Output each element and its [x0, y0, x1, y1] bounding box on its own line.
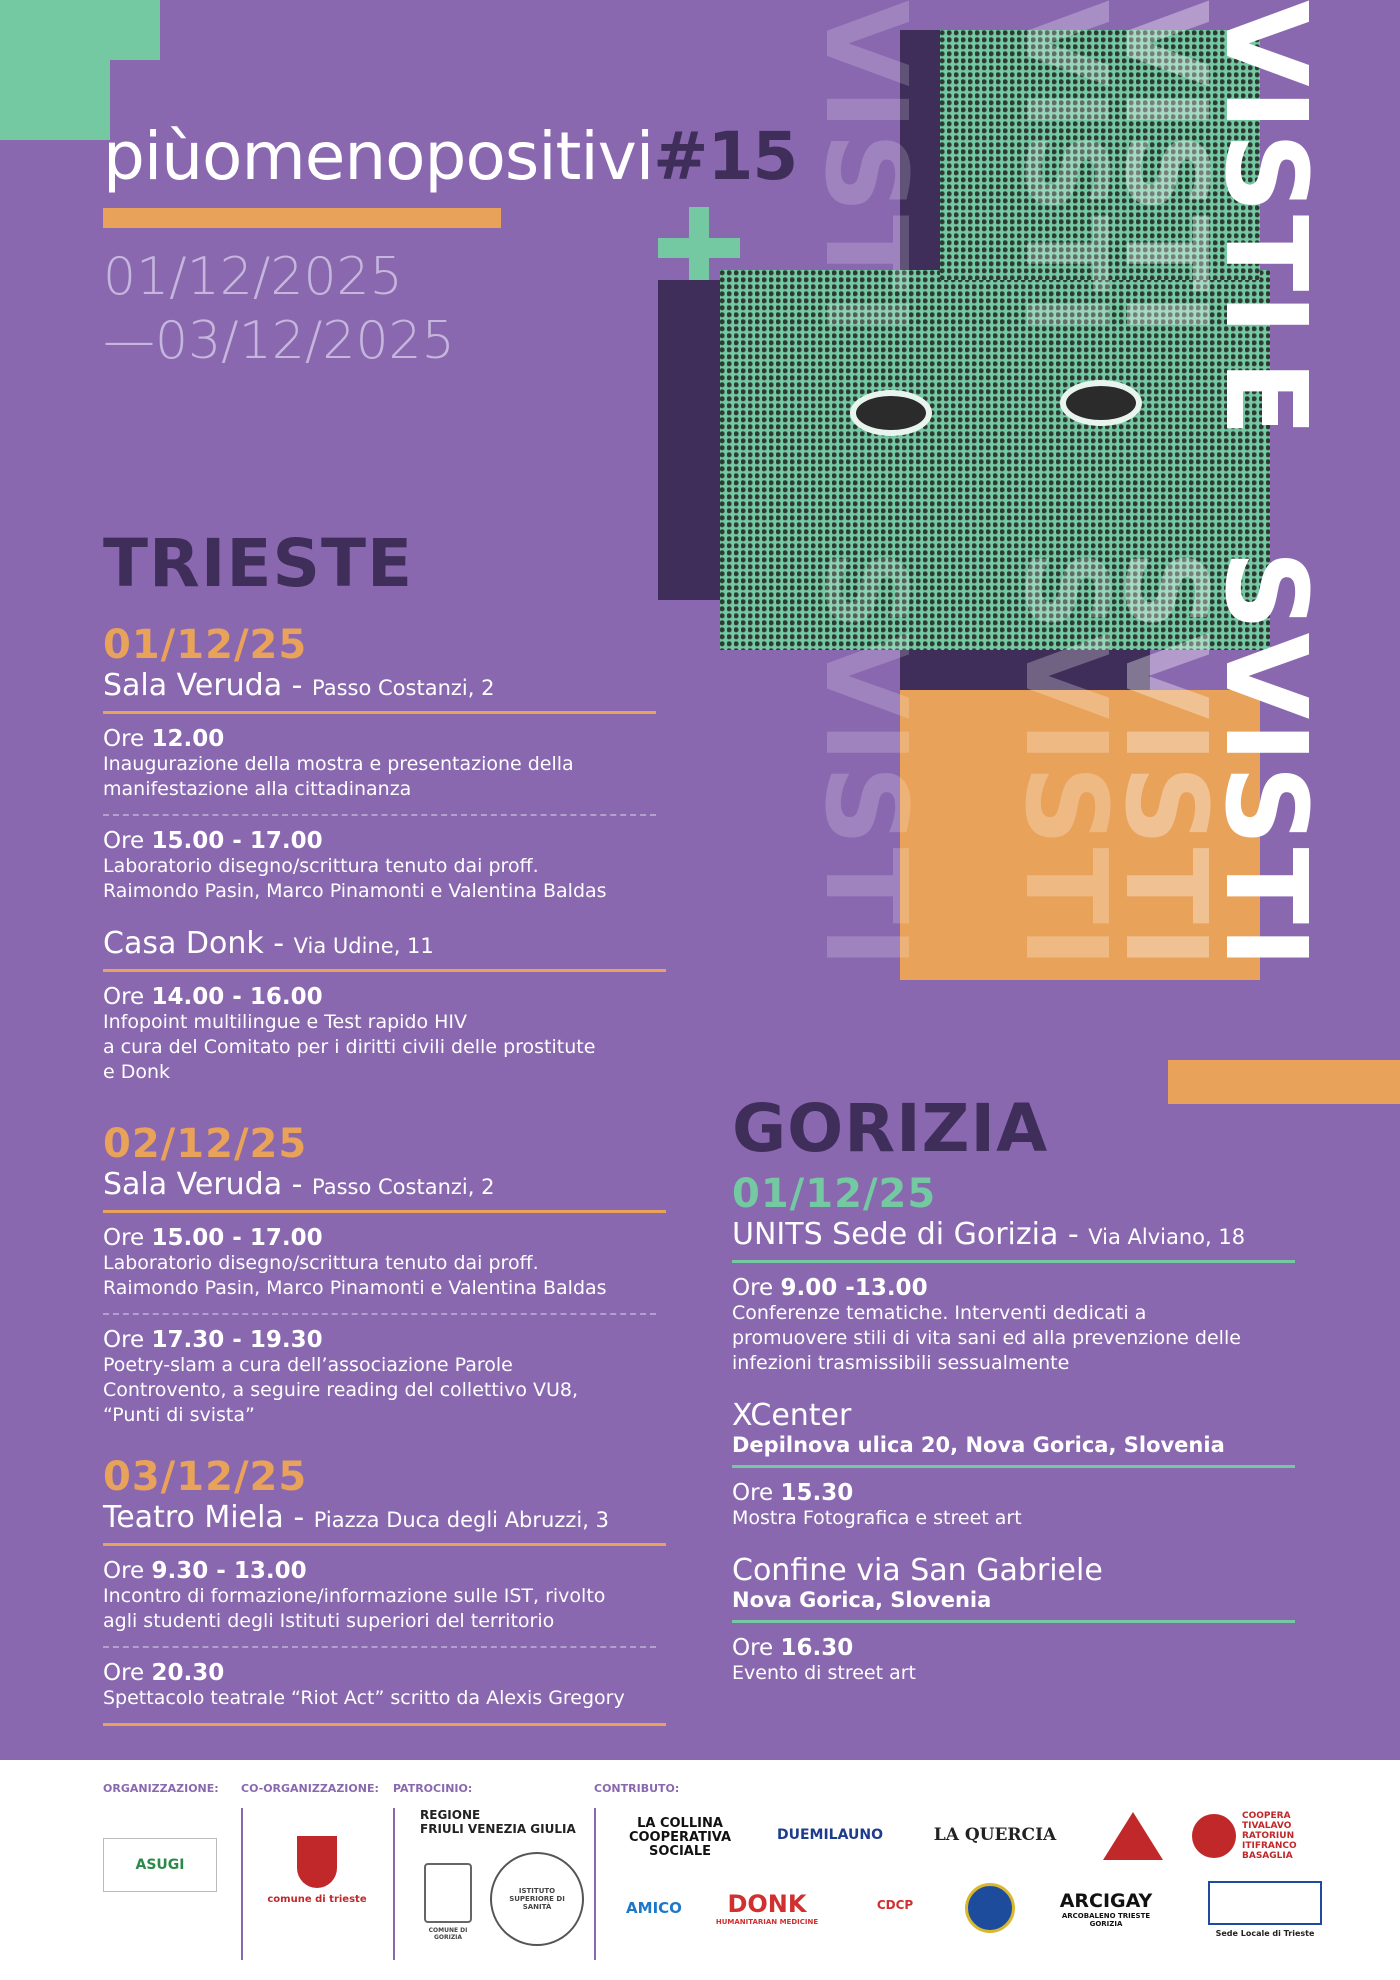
- event-time: Ore 17.30 - 19.30: [103, 1327, 323, 1353]
- arcigay-logo: ARCIGAY ARCOBALENO TRIESTE GORIZIA: [1059, 1890, 1153, 1928]
- donk-logo: DONK HUMANITARIAN MEDICINE: [715, 1890, 819, 1926]
- event-divider: [103, 1646, 656, 1648]
- duemilauno-logo: DUEMILAUNO: [776, 1827, 883, 1843]
- triangle-logo: [1100, 1810, 1166, 1862]
- amico-logo: AMICO: [626, 1899, 682, 1917]
- event-time: Ore 20.30: [103, 1660, 225, 1686]
- comune-trieste-logo: comune di trieste: [262, 1820, 372, 1920]
- event-time: Ore 14.00 - 16.00: [103, 984, 323, 1010]
- label-patrocinio: PATROCINIO:: [393, 1782, 473, 1795]
- event-description: Infopoint multilingue e Test rapido HIV a cura del Comitato per i diritti civili delle prostitute e Donk: [103, 1011, 596, 1083]
- day-date: 01/12/25: [103, 622, 308, 668]
- vertical-word-e: E: [1200, 360, 1330, 439]
- event-divider: [103, 814, 656, 816]
- divider-line: [241, 1808, 243, 1960]
- vertical-word-svisti: SVISTI: [1200, 550, 1330, 970]
- orange-underline-bar: [103, 208, 501, 228]
- event-divider: [103, 1313, 656, 1315]
- venue-name: Casa Donk - Via Udine, 11: [103, 926, 434, 961]
- section-rule: [103, 969, 666, 972]
- gorizia-section: [732, 1090, 1312, 1686]
- divider-line: [393, 1808, 395, 1960]
- crest-icon: [424, 1863, 472, 1923]
- venue-name: Sala Veruda - Passo Costanzi, 2: [103, 668, 495, 703]
- section-rule: [103, 1543, 666, 1546]
- eye-right: [1060, 380, 1142, 426]
- venue-address: Depilnova ulica 20, Nova Gorica, Slovenia: [732, 1433, 1225, 1457]
- section-rule: [732, 1465, 1295, 1468]
- date-end: —03/12/2025: [103, 311, 455, 371]
- vertical-word-echo: SVISTI: [1100, 550, 1230, 970]
- event-title: [103, 118, 797, 195]
- coop-icon: [1192, 1814, 1236, 1858]
- vertical-word-echo: SVISTI: [800, 550, 930, 970]
- vertical-word-echo: VISTI: [1100, 0, 1230, 338]
- eye-left: [850, 390, 932, 436]
- plus-icon-vertical: [689, 207, 709, 289]
- label-coorganizzazione: CO-ORGANIZZAZIONE:: [241, 1782, 379, 1795]
- section-rule: [103, 1723, 666, 1726]
- event-description: Evento di street art: [732, 1662, 916, 1684]
- section-rule: [103, 1210, 666, 1213]
- cooperativa-basaglia-logo: COOPERA TIVALAVO RATORIUN ITIFRANCO BASAGLIA: [1192, 1808, 1332, 1864]
- vertical-word-echo: VISTI: [1000, 0, 1130, 338]
- divider-line: [594, 1808, 596, 1960]
- event-time: Ore 15.00 - 17.00: [103, 828, 323, 854]
- regione-fvg-logo: REGIONE FRIULI VENEZIA GIULIA: [420, 1808, 576, 1836]
- label-contributo: CONTRIBUTO:: [594, 1782, 680, 1795]
- vertical-word-visti: VISTI: [1200, 0, 1330, 338]
- green-corner-shape-top: [0, 0, 160, 60]
- venue-name: Teatro Miela - Piazza Duca degli Abruzzi, 3: [103, 1500, 609, 1535]
- event-description: Incontro di formazione/informazione sulle IST, rivolto agli studenti degli Istituti superiori del territorio: [103, 1585, 606, 1632]
- event-description: Conferenze tematiche. Interventi dedicati a promuovere stili di vita sani ed alla prevenzione delle infezioni trasmissibili sessualmente: [732, 1302, 1241, 1374]
- vertical-word-echo: SVISTI: [1000, 550, 1130, 970]
- date-start: 01/12/2025: [103, 247, 403, 307]
- asugi-logo: ASUGI: [103, 1838, 217, 1892]
- emblem-logo: [962, 1880, 1018, 1936]
- title-main: piùomenopositivi: [103, 118, 654, 195]
- venue-name: UNITS Sede di Gorizia - Via Alviano, 18: [732, 1217, 1246, 1252]
- event-dates: [103, 245, 455, 373]
- event-description: Spettacolo teatrale “Riot Act” scritto da Alexis Gregory: [103, 1687, 625, 1709]
- venue-name: Confine via San Gabriele: [732, 1553, 1103, 1588]
- section-rule: [732, 1260, 1295, 1263]
- trieste-section: [103, 525, 673, 1726]
- venue-name: XCenter: [732, 1398, 852, 1433]
- comune-gorizia-logo: COMUNE DI GORIZIA: [418, 1852, 478, 1952]
- triangle-icon: [1103, 1812, 1163, 1860]
- building-icon: [1208, 1881, 1322, 1925]
- event-time: Ore 15.00 - 17.00: [103, 1225, 323, 1251]
- venue-address: Nova Gorica, Slovenia: [732, 1588, 992, 1612]
- title-number: #15: [653, 118, 798, 195]
- day-date: 01/12/25: [732, 1171, 937, 1217]
- event-time: Ore 15.30: [732, 1480, 854, 1506]
- event-time: Ore 12.00: [103, 726, 225, 752]
- day-date: 03/12/25: [103, 1454, 308, 1500]
- shield-icon: [297, 1836, 337, 1888]
- event-description: Laboratorio disegno/scrittura tenuto dai proff. Raimondo Pasin, Marco Pinamonti e Valentina Baldas: [103, 1252, 607, 1299]
- event-time: Ore 9.00 -13.00: [732, 1275, 928, 1301]
- event-description: Poetry-slam a cura dell’associazione Parole Controvento, a seguire reading del collettivo VU8, “Punti di svista”: [103, 1354, 579, 1426]
- vertical-word-echo: VISTI: [800, 0, 930, 338]
- event-time: Ore 9.30 - 13.00: [103, 1558, 307, 1584]
- event-description: Mostra Fotografica e street art: [732, 1507, 1022, 1529]
- label-organizzazione: ORGANIZZAZIONE:: [103, 1782, 219, 1795]
- sponsor-footer: [0, 1760, 1400, 1980]
- day-date: 02/12/25: [103, 1121, 308, 1167]
- section-rule: [732, 1620, 1295, 1623]
- la-quercia-logo: LA QUERCIA: [933, 1825, 1057, 1845]
- city-heading: GORIZIA: [732, 1090, 1049, 1167]
- event-description: Laboratorio disegno/scrittura tenuto dai proff. Raimondo Pasin, Marco Pinamonti e Valentina Baldas: [103, 855, 607, 902]
- section-rule: [103, 711, 656, 714]
- cdcp-logo: CDCP: [876, 1898, 914, 1912]
- event-description: Inaugurazione della mostra e presentazione della manifestazione alla cittadinanza: [103, 753, 574, 800]
- emblem-icon: [965, 1883, 1015, 1933]
- iss-logo: ISTITUTO SUPERIORE DI SANITÀ: [490, 1852, 584, 1946]
- venue-name: Sala Veruda - Passo Costanzi, 2: [103, 1167, 495, 1202]
- la-collina-logo: LA COLLINA COOPERATIVA SOCIALE: [628, 1816, 732, 1859]
- sede-locale-logo: Sede Locale di Trieste: [1198, 1876, 1332, 1942]
- city-heading: TRIESTE: [103, 525, 414, 602]
- event-time: Ore 16.30: [732, 1635, 854, 1661]
